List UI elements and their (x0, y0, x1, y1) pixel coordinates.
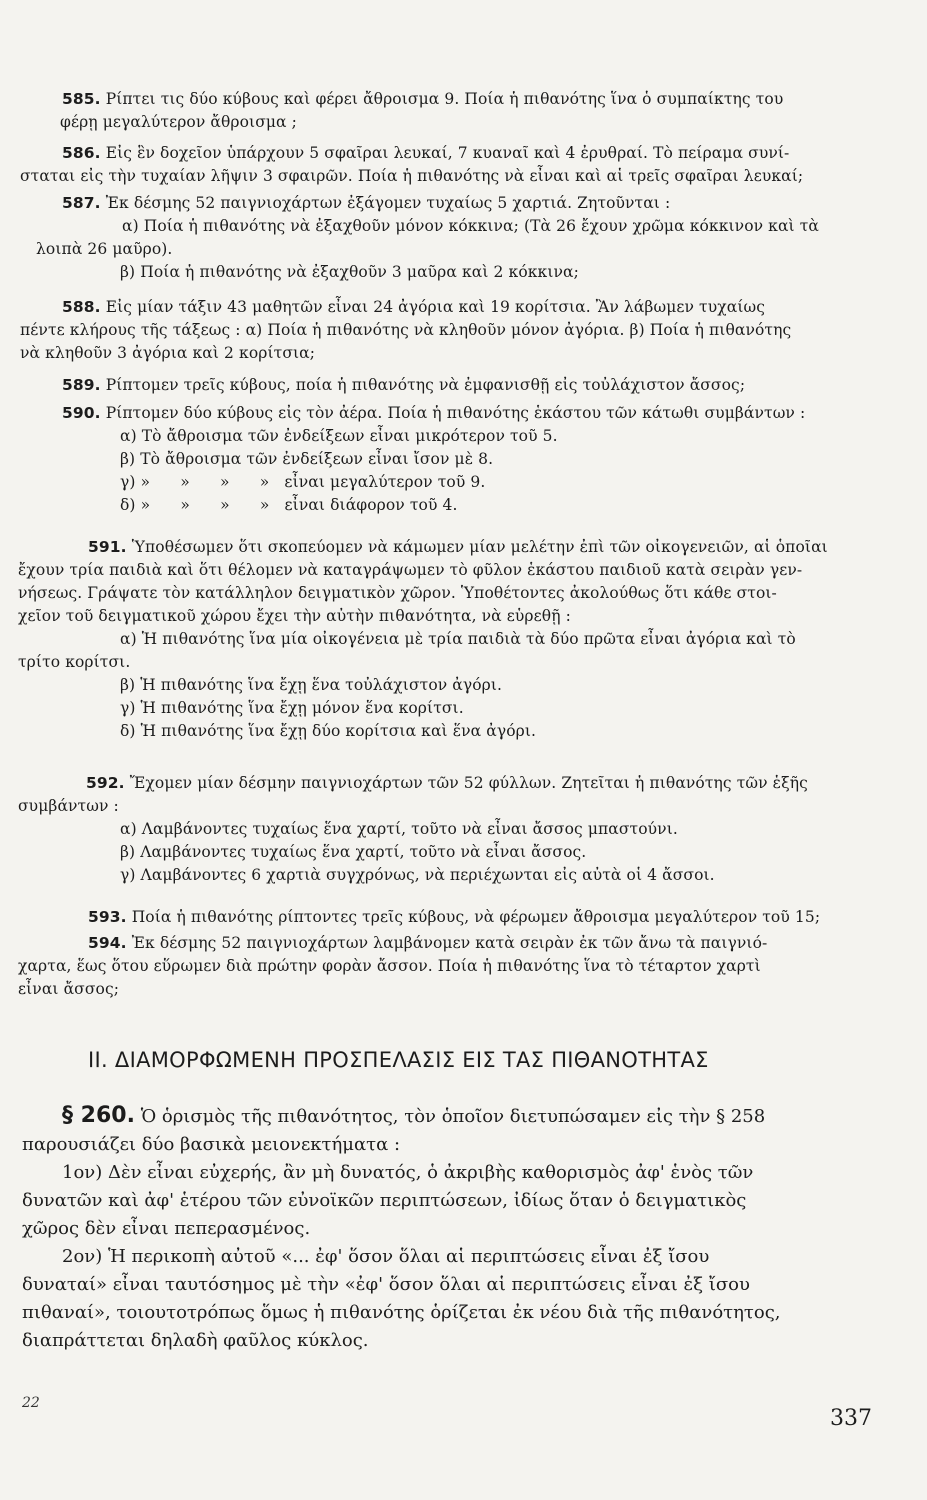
section-text: Ὁ ὁρισμὸς τῆς πιθανότητος, τὸν ὁποῖον διετυπώσαμεν εἰς τὴν § 258 (140, 1106, 766, 1127)
section-text: 1ον) Δὲν εἶναι εὐχερής, ἂν μὴ δυνατός, ὁ ἀκριβὴς καθορισμὸς ἀφ' ἑνὸς τῶν (62, 1162, 754, 1183)
problem-text: β) Τὸ ἄθροισμα τῶν ἐνδείξεων εἶναι ἴσον μὲ 8. (120, 450, 494, 468)
problem-number: 591. (88, 538, 127, 556)
problem-text: Ρίπτει τις δύο κύβους καὶ φέρει ἄθροισμα 9. Ποία ἡ πιθανότης ἵνα ὁ συμπαίκτης του (105, 90, 784, 108)
problem-591 (18, 536, 877, 743)
problem-text: χεῖον τοῦ δειγματικοῦ χώρου ἔχει τὴν αὐτὴν πιθανότητα, νὰ εὑρεθῇ : (18, 607, 571, 625)
problem-number: 592. (86, 774, 125, 792)
section-marker: § 260. (62, 1103, 135, 1128)
problem-text: α) Ἡ πιθανότης ἵνα μία οἰκογένεια μὲ τρία παιδιὰ τὰ δύο πρῶτα εἶναι ἀγόρια καὶ τὸ (120, 630, 796, 648)
problem-text: χαρτα, ἕως ὅτου εὕρωμεν διὰ πρώτην φορὰν ἄσσον. Ποία ἡ πιθανότης ἵνα τὸ τέταρτον χαρτὶ (18, 957, 761, 975)
section-text: παρουσιάζει δύο βασικὰ μειονεκτήματα : (22, 1134, 401, 1155)
problem-text: γ) » » » » εἶναι μεγαλύτερον τοῦ 9. (120, 473, 486, 491)
problem-592 (18, 772, 877, 887)
problem-text: γ) Ἡ πιθανότης ἵνα ἔχῃ μόνον ἕνα κορίτσι. (120, 699, 464, 717)
problem-text: δ) Ἡ πιθανότης ἵνα ἔχῃ δύο κορίτσια καὶ ἕνα ἀγόρι. (120, 722, 537, 740)
problem-text: δ) » » » » εἶναι διάφορον τοῦ 4. (120, 496, 458, 514)
problem-590 (62, 402, 877, 517)
problem-586 (20, 142, 877, 188)
page-number: 337 (830, 1406, 872, 1431)
problem-number: 585. (62, 90, 101, 108)
problem-text: φέρῃ μεγαλύτερον ἄθροισμα ; (60, 113, 297, 131)
problem-text: β) Ποία ἡ πιθανότης νὰ ἐξαχθοῦν 3 μαῦρα καὶ 2 κόκκινα; (120, 263, 579, 281)
problem-593 (62, 906, 877, 929)
problem-number: 587. (62, 194, 101, 212)
problem-588 (20, 296, 877, 365)
problem-text: εἶναι ἄσσος; (18, 980, 120, 998)
signature-mark: 22 (22, 1395, 40, 1411)
problem-text: Ἐκ δέσμης 52 παιγνιοχάρτων λαμβάνομεν κατὰ σειρὰν ἐκ τῶν ἄνω τὰ παιγνιό- (131, 934, 768, 952)
problem-text: πέντε κλήρους τῆς τάξεως : α) Ποία ἡ πιθανότης νὰ κληθοῦν μόνον ἀγόρια. β) Ποία ἡ πιθανότης (20, 321, 792, 339)
problem-text: Ὑποθέσωμεν ὅτι σκοπεύομεν νὰ κάμωμεν μίαν μελέτην ἐπὶ τῶν οἰκογενειῶν, αἱ ὁποῖαι (131, 538, 828, 556)
problem-number: 588. (62, 298, 101, 316)
section-text: χῶρος δὲν εἶναι πεπερασμένος. (22, 1218, 311, 1239)
problem-text: Ἔχομεν μίαν δέσμην παιγνιοχάρτων τῶν 52 φύλλων. Ζητεῖται ἡ πιθανότης τῶν ἑξῆς (129, 774, 808, 792)
problem-text: Εἰς μίαν τάξιν 43 μαθητῶν εἶναι 24 ἀγόρια καὶ 19 κορίτσια. Ἂν λάβωμεν τυχαίως (105, 298, 766, 316)
problem-text: β) Ἡ πιθανότης ἵνα ἔχῃ ἕνα τοὐλάχιστον ἀγόρι. (120, 676, 503, 694)
section-text: δυναταί» εἶναι ταυτόσημος μὲ τὴν «ἐφ' ὅσον ὅλαι αἱ περιπτώσεις εἶναι ἐξ ἴσου (22, 1274, 750, 1295)
section-260 (22, 1102, 882, 1355)
problem-585 (62, 88, 877, 134)
problem-594 (18, 932, 877, 1001)
section-text: δυνατῶν καὶ ἀφ' ἑτέρου τῶν εὐνοϊκῶν περιπτώσεων, ἰδίως ὅταν ὁ δειγματικὸς (22, 1190, 747, 1211)
problem-text: α) Λαμβάνοντες τυχαίως ἕνα χαρτί, τοῦτο νὰ εἶναι ἄσσος μπαστούνι. (120, 820, 678, 838)
problem-text: Ἐκ δέσμης 52 παιγνιοχάρτων ἐξάγομεν τυχαίως 5 χαρτιά. Ζητοῦνται : (105, 194, 671, 212)
problem-text: τρίτο κορίτσι. (18, 653, 131, 671)
problem-text: ἔχουν τρία παιδιὰ καὶ ὅτι θέλομεν νὰ καταγράψωμεν τὸ φῦλον ἑκάστου παιδιοῦ κατὰ σειρὰν γεν- (18, 561, 803, 579)
problem-587 (36, 192, 877, 284)
problem-text: Ρίπτομεν τρεῖς κύβους, ποία ἡ πιθανότης νὰ ἐμφανισθῇ εἰς τοὐλάχιστον ἄσσος; (105, 376, 746, 394)
problem-589 (62, 374, 877, 397)
problem-text: Ποία ἡ πιθανότης ρίπτοντες τρεῖς κύβους, νὰ φέρωμεν ἄθροισμα μεγαλύτερον τοῦ 15; (131, 908, 821, 926)
problem-number: 594. (88, 934, 127, 952)
problem-number: 590. (62, 404, 101, 422)
problem-text: νήσεως. Γράψατε τὸν κατάλληλον δειγματικὸν χῶρον. Ὑποθέτοντες ἀκολούθως ὅτι κάθε στοι- (18, 584, 777, 602)
problem-text: α) Ποία ἡ πιθανότης νὰ ἐξαχθοῦν μόνον κόκκινα; (Τὰ 26 ἔχουν χρῶμα κόκκινον καὶ τὰ (122, 217, 819, 235)
problem-text: λοιπὰ 26 μαῦρο). (36, 240, 173, 258)
problem-number: 586. (62, 144, 101, 162)
problem-text: Ρίπτομεν δύο κύβους εἰς τὸν ἀέρα. Ποία ἡ πιθανότης ἑκάστου τῶν κάτωθι συμβάντων : (105, 404, 806, 422)
problem-text: β) Λαμβάνοντες τυχαίως ἕνα χαρτί, τοῦτο νὰ εἶναι ἄσσος. (120, 843, 587, 861)
problem-text: νὰ κληθοῦν 3 ἀγόρια καὶ 2 κορίτσια; (20, 344, 316, 362)
section-text: 2ον) Ἡ περικοπὴ αὐτοῦ «... ἐφ' ὅσον ὅλαι αἱ περιπτώσεις εἶναι ἐξ ἴσου (62, 1246, 710, 1267)
problem-text: σταται εἰς τὴν τυχαίαν λῆψιν 3 σφαιρῶν. Ποία ἡ πιθανότης νὰ εἶναι καὶ αἱ τρεῖς σφαῖραι λευκαί; (20, 167, 804, 185)
problem-text: γ) Λαμβάνοντες 6 χαρτιὰ συγχρόνως, νὰ περιέχωνται εἰς αὐτὰ οἱ 4 ἄσσοι. (120, 866, 715, 884)
section-heading: ΙΙ. ΔΙΑΜΟΡΦΩΜΕΝΗ ΠΡΟΣΠΕΛΑΣΙΣ ΕΙΣ ΤΑΣ ΠΙΘΑΝΟΤΗΤΑΣ (88, 1048, 709, 1072)
problem-text: α) Τὸ ἄθροισμα τῶν ἐνδείξεων εἶναι μικρότερον τοῦ 5. (120, 427, 558, 445)
section-text: διαπράττεται δηλαδὴ φαῦλος κύκλος. (22, 1330, 369, 1351)
section-text: πιθαναί», τοιουτοτρόπως ὅμως ἡ πιθανότης ὁρίζεται ἐκ νέου διὰ τῆς πιθανότητος, (22, 1302, 781, 1323)
problem-text: συμβάντων : (18, 797, 119, 815)
problem-text: Εἰς ἓν δοχεῖον ὑπάρχουν 5 σφαῖραι λευκαί, 7 κυαναῖ καὶ 4 ἐρυθραί. Τὸ πείραμα συνί- (105, 144, 790, 162)
problem-number: 589. (62, 376, 101, 394)
problem-number: 593. (88, 908, 127, 926)
